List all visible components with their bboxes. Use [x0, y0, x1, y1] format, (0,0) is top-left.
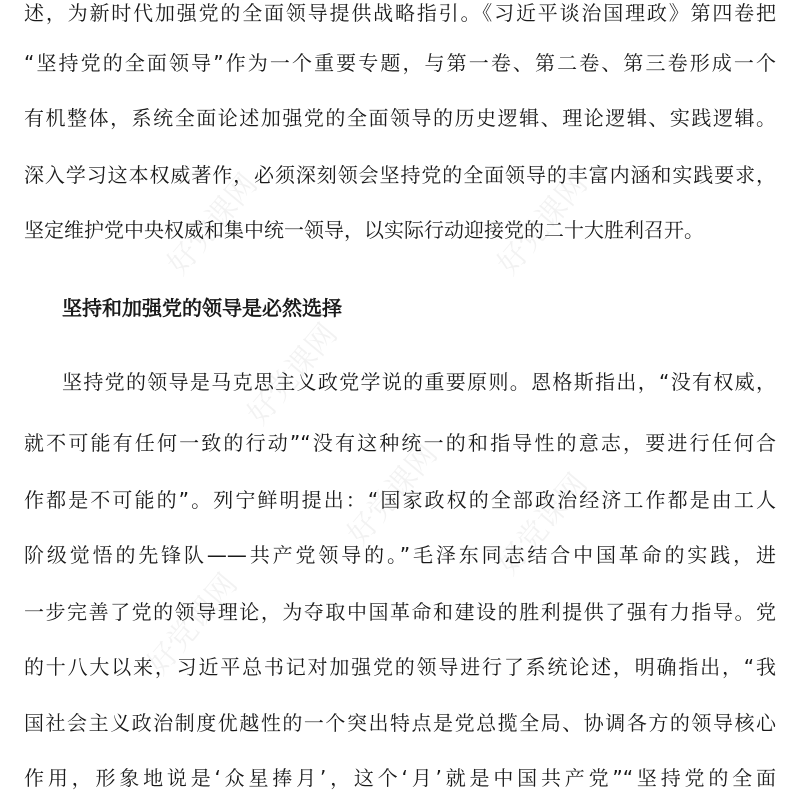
paragraph-line: 坚定维护党中央权威和集中统一领导，以实际行动迎接党的二十大胜利召开。: [24, 218, 704, 242]
watermark: 好党课网: [240, 317, 345, 432]
paragraph-line: 一步完善了党的领导理论，为夺取中国革命和建设的胜利提供了强有力指导。党: [24, 600, 776, 624]
watermark: 好党课网: [160, 167, 265, 282]
paragraph-line: 深入学习这本权威著作，必须深刻领会坚持党的全面领导的丰富内涵和实践要求，: [24, 163, 776, 187]
paragraph-line: 作都是不可能的”。列宁鲜明提出：“国家政权的全部政治经济工作都是由工人: [24, 488, 776, 512]
paragraph-line: 就不可能有任何一致的行动”“没有这种统一的和指导性的意志，要进行任何合: [24, 431, 776, 455]
paragraph-line: “坚持党的全面领导”作为一个重要专题，与第一卷、第二卷、第三卷形成一个: [24, 51, 776, 75]
paragraph-line: 作用，形象地说是‘众星捧月’，这个‘月’就是中国共产党”“坚持党的全面: [24, 766, 776, 790]
paragraph-line: 有机整体，系统全面论述加强党的全面领导的历史逻辑、理论逻辑、实践逻辑。: [24, 106, 776, 130]
watermark: 好党课网: [340, 437, 445, 552]
paragraph-line: 的十八大以来，习近平总书记对加强党的领导进行了系统论述，明确指出，“我: [24, 655, 776, 679]
watermark: 好党课网: [490, 167, 595, 282]
paragraph-line: 阶级觉悟的先锋队——共产党领导的。”毛泽东同志结合中国革命的实践，进: [24, 543, 776, 567]
paragraph-line: 坚持党的领导是马克思主义政党学说的重要原则。恩格斯指出，“没有权威，: [62, 370, 776, 394]
paragraph-line: 国社会主义政治制度优越性的一个突出特点是党总揽全局、协调各方的领导核心: [24, 711, 776, 735]
watermark: 好党课网: [490, 467, 595, 582]
watermark: 好党课网: [140, 567, 245, 682]
section-heading: 坚持和加强党的领导是必然选择: [62, 296, 342, 320]
paragraph-line: 述，为新时代加强党的全面领导提供战略指引。《习近平谈治国理政》第四卷把: [24, 1, 776, 25]
